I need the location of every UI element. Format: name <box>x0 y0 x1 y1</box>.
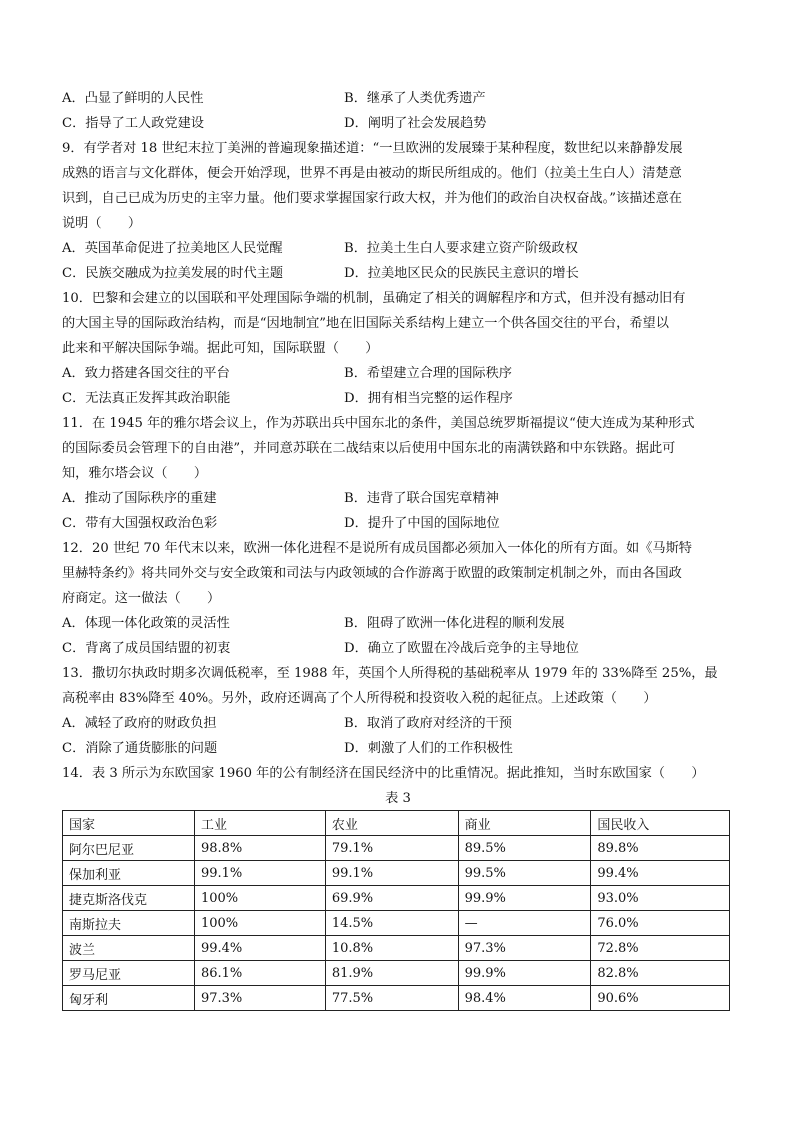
table-header-row <box>63 811 730 836</box>
table-cell: 10.8% <box>325 936 458 961</box>
column-header: 国民收入 <box>591 811 730 836</box>
q10-option-b[interactable]: B．希望建立合理的国际秩序 <box>344 366 512 381</box>
q12-stem-line: 里赫特条约》将共同外交与安全政策和司法与内政领域的合作游离于欧盟的政策制定机制之外，而由各国政 <box>62 566 682 581</box>
q10-stem-line: 10．巴黎和会建立的以国联和平处理国际争端的机制，虽确定了相关的调解程序和方式，但并没有撼动旧有 <box>62 291 686 306</box>
q13-option-c[interactable]: C．消除了通货膨胀的问题 <box>62 741 218 756</box>
table-cell: 81.9% <box>325 961 458 986</box>
table-cell: 93.0% <box>591 886 730 911</box>
q13-stem-line: 高税率由 83%降至 40%。另外，政府还调高了个人所得税和投资收入税的起征点。上述政策（ ） <box>62 691 657 706</box>
q11-stem-line: 知，雅尔塔会议（ ） <box>62 466 208 481</box>
q12-options-row-1 <box>62 611 734 636</box>
q10-options-row-1 <box>62 361 734 386</box>
q13-option-d[interactable]: D．刺激了人们的工作积极性 <box>344 741 513 756</box>
table-cell: 南斯拉夫 <box>63 911 195 936</box>
q8-option-d[interactable]: D．阐明了社会发展趋势 <box>344 116 487 131</box>
table-cell: 89.8% <box>591 836 730 861</box>
q12-option-a[interactable]: A．体现一体化政策的灵活性 <box>62 616 230 631</box>
table-cell: 97.3% <box>194 986 325 1011</box>
table-cell: 82.8% <box>591 961 730 986</box>
column-header: 农业 <box>325 811 458 836</box>
table-cell: 99.4% <box>591 861 730 886</box>
table-cell: 99.9% <box>458 961 591 986</box>
q11-options-row-1 <box>62 486 734 511</box>
q9-stem-line: 识到，自己已成为历史的主宰力量。他们要求掌握国家行政大权，并为他们的政治自决权奋战。”该描述意在 <box>62 191 682 206</box>
table-cell: 罗马尼亚 <box>63 961 195 986</box>
q11-option-b[interactable]: B．违背了联合国宪章精神 <box>344 491 499 506</box>
q8-options-row-1 <box>62 86 734 111</box>
table-cell: 99.9% <box>458 886 591 911</box>
q11-option-d[interactable]: D．提升了中国的国际地位 <box>344 516 500 531</box>
q9-options-row-2 <box>62 261 734 286</box>
q8-option-a[interactable]: A．凸显了鲜明的人民性 <box>62 91 204 106</box>
column-header: 国家 <box>63 811 195 836</box>
table-cell: 保加利亚 <box>63 861 195 886</box>
q10-option-c[interactable]: C．无法真正发挥其政治职能 <box>62 391 231 406</box>
question-10 <box>62 286 734 411</box>
q9-option-b[interactable]: B．拉美土生白人要求建立资产阶级政权 <box>344 241 578 256</box>
q13-stem-line: 13．撒切尔执政时期多次调低税率，至 1988 年，英国个人所得税的基础税率从 1979 年的 33%降至 25%，最 <box>62 666 718 681</box>
table-row <box>63 836 730 861</box>
table-cell: 72.8% <box>591 936 730 961</box>
q11-stem-line: 的国际委员会管理下的自由港”，并同意苏联在二战结束以后使用中国东北的南满铁路和中东铁路。据此可 <box>62 441 676 456</box>
q9-option-c[interactable]: C．民族交融成为拉美发展的时代主题 <box>62 266 284 281</box>
q12-option-c[interactable]: C．背离了成员国结盟的初衷 <box>62 641 231 656</box>
table-cell: — <box>458 911 591 936</box>
q13-options-row-1 <box>62 711 734 736</box>
table-cell: 76.0% <box>591 911 730 936</box>
q8-option-b[interactable]: B．继承了人类优秀遗产 <box>344 91 486 106</box>
q10-options-row-2 <box>62 386 734 411</box>
q9-options-row-1 <box>62 236 734 261</box>
question-12 <box>62 536 734 661</box>
q14-stem-line: 14．表 3 所示为东欧国家 1960 年的公有制经济在国民经济中的比重情况。据此推知，当时东欧国家（ ） <box>62 766 705 781</box>
table-caption: 表 3 <box>385 791 411 806</box>
table-cell: 86.1% <box>194 961 325 986</box>
q13-options-row-2 <box>62 736 734 761</box>
q11-stem-line: 11．在 1945 年的雅尔塔会议上，作为苏联出兵中国东北的条件，美国总统罗斯福提议“使大连成为某种形式 <box>62 416 695 431</box>
exam-page <box>62 86 734 1011</box>
table-cell: 100% <box>194 886 325 911</box>
question-11 <box>62 411 734 536</box>
q8-options-row-2 <box>62 111 734 136</box>
q9-option-a[interactable]: A．英国革命促进了拉美地区人民觉醒 <box>62 241 283 256</box>
q11-options-row-2 <box>62 511 734 536</box>
table-cell: 100% <box>194 911 325 936</box>
table-row <box>63 886 730 911</box>
table-row <box>63 861 730 886</box>
q13-option-a[interactable]: A．减轻了政府的财政负担 <box>62 716 217 731</box>
table-cell: 77.5% <box>325 986 458 1011</box>
table-row <box>63 986 730 1011</box>
q12-stem-line: 12．20 世纪 70 年代末以来，欧洲一体化进程不是说所有成员国都必须加入一体化的所有方面。如《马斯特 <box>62 541 692 556</box>
table-cell: 97.3% <box>458 936 591 961</box>
q9-option-d[interactable]: D．拉美地区民众的民族民主意识的增长 <box>344 266 579 281</box>
column-header: 工业 <box>194 811 325 836</box>
table-cell: 14.5% <box>325 911 458 936</box>
q9-stem-line: 说明（ ） <box>62 216 142 231</box>
q12-option-b[interactable]: B．阻碍了欧洲一体化进程的顺利发展 <box>344 616 565 631</box>
q10-option-a[interactable]: A．致力搭建各国交往的平台 <box>62 366 230 381</box>
table-row <box>63 936 730 961</box>
table-cell: 99.5% <box>458 861 591 886</box>
question-14 <box>62 761 734 1011</box>
q11-option-a[interactable]: A．推动了国际秩序的重建 <box>62 491 217 506</box>
table-cell: 99.1% <box>325 861 458 886</box>
q8-option-c[interactable]: C．指导了工人政党建设 <box>62 116 204 131</box>
table-cell: 99.4% <box>194 936 325 961</box>
q9-stem-line: 成熟的语言与文化群体，便会开始浮现，世界不再是由被动的斯民所组成的。他们（拉美土生白人）清楚意 <box>62 166 682 181</box>
q12-option-d[interactable]: D．确立了欧盟在冷战后竞争的主导地位 <box>344 641 579 656</box>
data-table <box>62 810 730 1011</box>
q9-stem-line: 9．有学者对 18 世纪末拉丁美洲的普遍现象描述道：“一旦欧洲的发展臻于某种程度，数世纪以来静静发展 <box>62 141 683 156</box>
table-cell: 98.8% <box>194 836 325 861</box>
table-cell: 98.4% <box>458 986 591 1011</box>
q11-option-c[interactable]: C．带有大国强权政治色彩 <box>62 516 218 531</box>
column-header: 商业 <box>458 811 591 836</box>
table-cell: 阿尔巴尼亚 <box>63 836 195 861</box>
q10-option-d[interactable]: D．拥有相当完整的运作程序 <box>344 391 513 406</box>
table-row <box>63 911 730 936</box>
question-9 <box>62 136 734 286</box>
table-row <box>63 961 730 986</box>
table-cell: 89.5% <box>458 836 591 861</box>
q10-stem-line: 的大国主导的国际政治结构，而是“因地制宜”地在旧国际关系结构上建立一个供各国交往的平台，希望以 <box>62 316 669 331</box>
question-13 <box>62 661 734 761</box>
table-cell: 匈牙利 <box>63 986 195 1011</box>
table-cell: 69.9% <box>325 886 458 911</box>
table-cell: 波兰 <box>63 936 195 961</box>
q13-option-b[interactable]: B．取消了政府对经济的干预 <box>344 716 512 731</box>
q12-options-row-2 <box>62 636 734 661</box>
table-cell: 79.1% <box>325 836 458 861</box>
table-cell: 99.1% <box>194 861 325 886</box>
q12-stem-line: 府商定。这一做法（ ） <box>62 591 221 606</box>
table-cell: 捷克斯洛伐克 <box>63 886 195 911</box>
q10-stem-line: 此来和平解决国际争端。据此可知，国际联盟（ ） <box>62 341 379 356</box>
table-cell: 90.6% <box>591 986 730 1011</box>
